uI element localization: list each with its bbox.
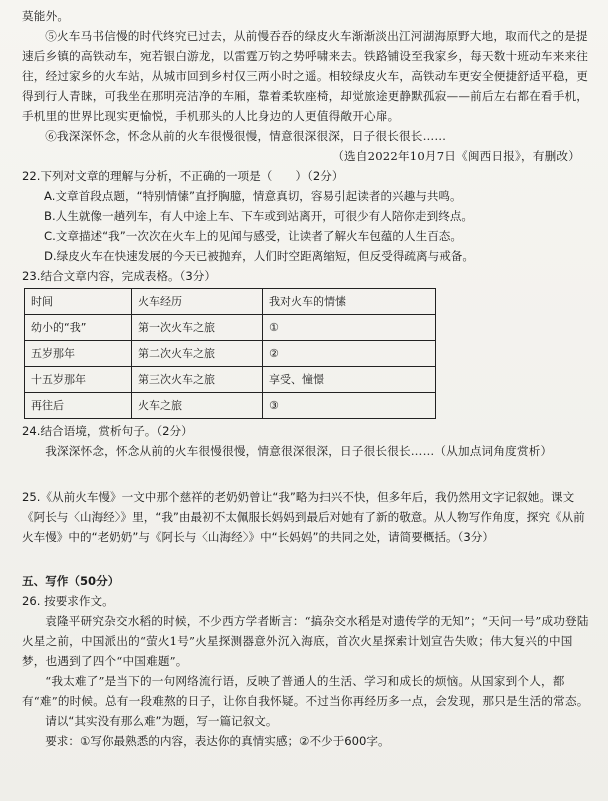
answer-blank-cell: ① [263, 315, 436, 341]
table-header: 火车经历 [132, 289, 263, 315]
writing-section [22, 571, 590, 751]
table-row [25, 367, 436, 393]
option-a: A.文章首段点题，“特别情愫”直抒胸臆，情意真切，容易引起读者的兴趣与共鸣。 [44, 189, 462, 203]
writing-material-1: 袁隆平研究杂交水稻的时候，不少西方学者断言：“搞杂交水稻是对遗传学的无知”；“天问一号”成功登陆火星之前，中国派出的“萤火1号”火星探测器意外沉入海底，首次火星探索计划宣告失败；伟大复兴的中国梦，也遇到了四个“中国难题”。 [22, 614, 589, 668]
passage-source: （选自2022年10月7日《闽西日报》，有删改） [332, 149, 580, 163]
question-24 [22, 421, 590, 461]
table-cell: 再往后 [25, 393, 132, 419]
question-24-stem: 24.结合语境，赏析句子。（2分） [22, 424, 193, 438]
table-row [25, 315, 436, 341]
answer-space [22, 547, 590, 571]
table-cell: 幼小的“我” [25, 315, 132, 341]
answer-blank-cell: ③ [263, 393, 436, 419]
question-22 [22, 166, 590, 266]
writing-prompt: 请以“其实没有那么难”为题，写一篇记叙文。 [45, 714, 278, 728]
option-c: C.文章描述“我”一次次在火车上的见闻与感受，让读者了解火车包蕴的人生百态。 [44, 229, 462, 243]
table-header: 时间 [25, 289, 132, 315]
option-b: B.人生就像一趟列车，有人中途上车、下车或到站离开，可很少有人陪你走到终点。 [44, 209, 474, 223]
table-header: 我对火车的情愫 [263, 289, 436, 315]
question-23-stem: 23.结合文章内容，完成表格。（3分） [22, 269, 216, 283]
passage-line: 莫能外。 [22, 9, 70, 23]
passage-paragraph-6: ⑥我深深怀念，怀念从前的火车很慢很慢，情意很深很深，日子很长很长…… [45, 129, 447, 143]
table-cell: 第二次火车之旅 [132, 341, 263, 367]
table-row [25, 341, 436, 367]
passage-paragraph-5: ⑤火车马书信慢的时代终究已过去，从前慢吞吞的绿皮火车渐渐淡出江河湖海原野大地，取而代之的是提速后乡镇的高铁动车，宛若银白游龙，以雷霆万钧之势呼啸来去。铁路铺设至我家乡，每天数十班动车来来往往，经过家乡的火车站，从城市回到乡村仅三两小时之遥。相较绿皮火车，高铁动车更安全便捷舒适平稳，更得到行人青睐，可我坐在那明亮洁净的车厢，靠着柔软座椅，却觉旅途更静默孤寂——前后左右都在看手机，手机里的世界比现实更愉悦，手机那头的人比身边的人更值得敞开心扉。 [22, 29, 589, 123]
table-cell: 十五岁那年 [25, 367, 132, 393]
table-cell: 第一次火车之旅 [132, 315, 263, 341]
table-row [25, 393, 436, 419]
question-23 [22, 266, 590, 419]
experience-table [24, 288, 436, 419]
writing-material-2: “我太难了”是当下的一句网络流行语，反映了普通人的生活、学习和成长的烦恼。从国家到个人，都有“难”的时候。总有一段难熬的日子，让你自我怀疑。不过当你再经历多一点，会发现，那只是生活的常态。 [22, 674, 589, 708]
question-24-sentence: 我深深怀念，怀念从前的火车很慢很慢，情意很深很深，日子很长很长……（从加点词角度赏析） [45, 444, 553, 458]
answer-blank-cell: ② [263, 341, 436, 367]
table-cell: 第三次火车之旅 [132, 367, 263, 393]
writing-requirements: 要求：①写你最熟悉的内容，表达你的真情实感；②不少于600字。 [45, 734, 390, 748]
question-25-text: 25.《从前火车慢》一文中那个慈祥的老奶奶曾让“我”略为扫兴不快，但多年后，我仍然用文字记叙她。课文《阿长与〈山海经〉》里，“我”由最初不太佩服长妈妈到最后对她有了新的敬意。从人物写作角度，探究《从前火车慢》中的“老奶奶”与《阿长与〈山海经〉》中“长妈妈”的共同之处，请简要概括。（3分） [22, 490, 585, 544]
table-cell: 五岁那年 [25, 341, 132, 367]
answer-space [22, 461, 590, 487]
question-26-stem: 26. 按要求作文。 [22, 594, 114, 608]
question-22-stem: 22.下列对文章的理解与分析，不正确的一项是（ ）（2分） [22, 169, 344, 183]
table-cell: 火车之旅 [132, 393, 263, 419]
question-25 [22, 487, 590, 547]
table-cell: 享受、憧憬 [263, 367, 436, 393]
reading-passage [22, 6, 590, 166]
option-d: D.绿皮火车在快速发展的今天已被抛弃，人们时空距离缩短，但反受得疏离与戒备。 [44, 249, 474, 263]
table-header-row [25, 289, 436, 315]
writing-heading: 五、写作（50分） [22, 574, 120, 588]
